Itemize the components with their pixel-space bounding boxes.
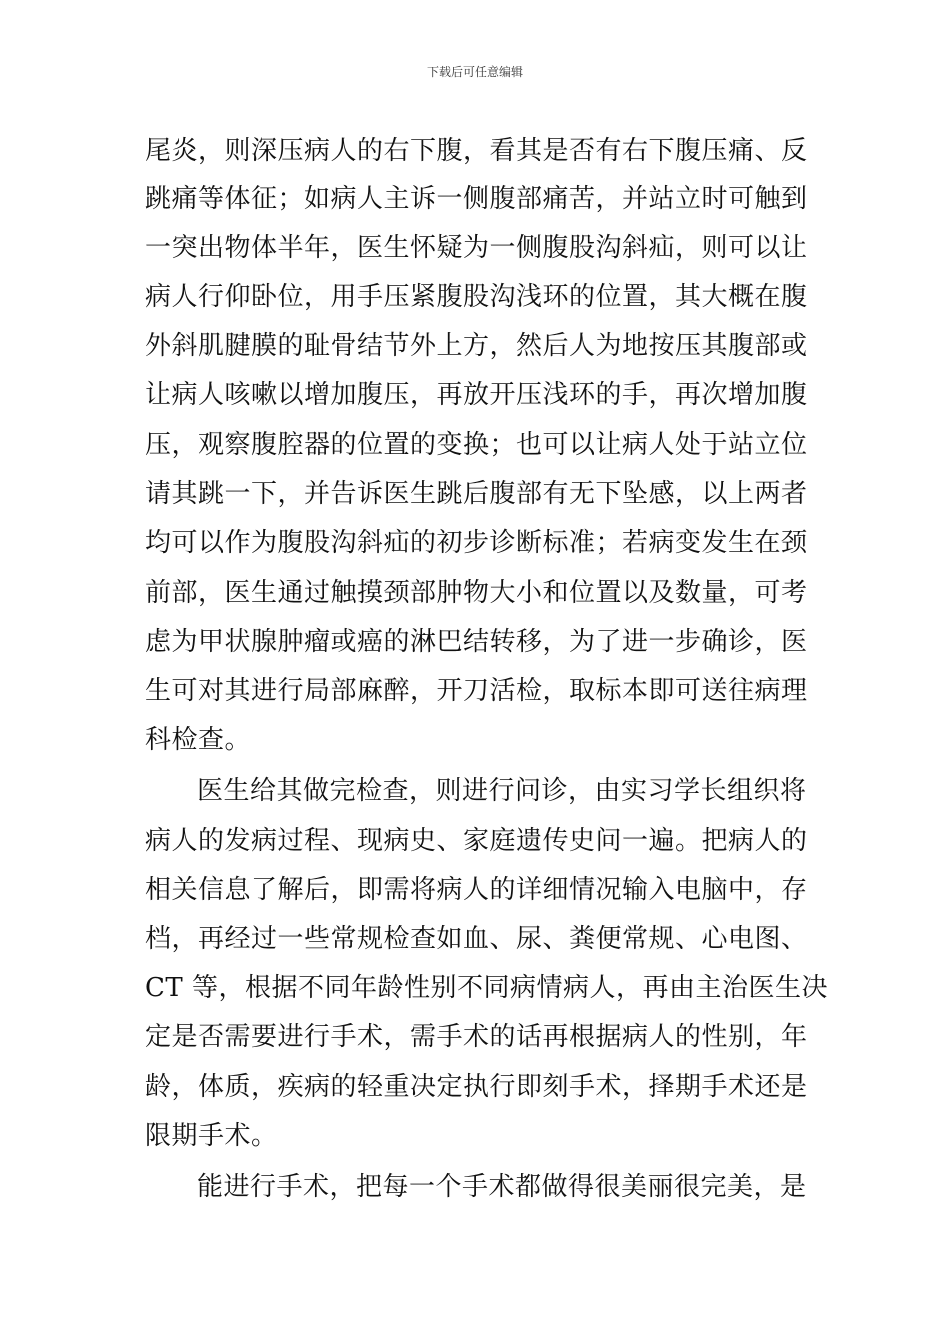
text-line: 均可以作为腹股沟斜疝的初步诊断标准；若病变发生在颈 [145, 528, 808, 558]
text-line: 外斜肌腱膜的耻骨结节外上方，然后人为地按压其腹部或 [145, 331, 808, 361]
text-line: 档，再经过一些常规检查如血、尿、粪便常规、心电图、 [145, 924, 808, 954]
text-line: 医生给其做完检查，则进行问诊，由实习学长组织将 [197, 776, 807, 806]
text-line: 龄，体质，疾病的轻重决定执行即刻手术，择期手术还是 [145, 1072, 808, 1102]
text-line: 生可对其进行局部麻醉，开刀活检，取标本即可送往病理 [145, 676, 808, 706]
text-line: 虑为甲状腺肿瘤或癌的淋巴结转移，为了进一步确诊，医 [145, 627, 808, 657]
text-line: 定是否需要进行手术，需手术的话再根据病人的性别，年 [145, 1022, 808, 1052]
text-line: 让病人咳嗽以增加腹压，再放开压浅环的手，再次增加腹 [145, 380, 808, 410]
text-line: 压，观察腹腔器的位置的变换；也可以让病人处于站立位 [145, 430, 808, 460]
text-line: 一突出物体半年，医生怀疑为一侧腹股沟斜疝，则可以让 [145, 233, 808, 263]
text-line: CT 等，根据不同年龄性别不同病情病人，再由主治医生决 [145, 973, 829, 1003]
text-line: 病人的发病过程、现病史、家庭遗传史问一遍。把病人的 [145, 826, 808, 856]
text-line: 相关信息了解后，即需将病人的详细情况输入电脑中，存 [145, 875, 808, 905]
text-line: 跳痛等体征；如病人主诉一侧腹部痛苦，并站立时可触到 [145, 184, 808, 214]
page-header: 下载后可任意编辑 [426, 65, 523, 79]
text-line: 前部，医生通过触摸颈部肿物大小和位置以及数量，可考 [145, 578, 808, 608]
text-line: 病人行仰卧位，用手压紧腹股沟浅环的位置，其大概在腹 [145, 282, 808, 312]
text-line: 请其跳一下，并告诉医生跳后腹部有无下坠感，以上两者 [145, 479, 808, 509]
text-line: 能进行手术，把每一个手术都做得很美丽很完美，是 [197, 1172, 807, 1202]
text-line: 科检查。 [145, 725, 252, 755]
text-line: 限期手术。 [145, 1121, 278, 1151]
text-line: 尾炎，则深压病人的右下腹，看其是否有右下腹压痛、反 [145, 136, 808, 166]
